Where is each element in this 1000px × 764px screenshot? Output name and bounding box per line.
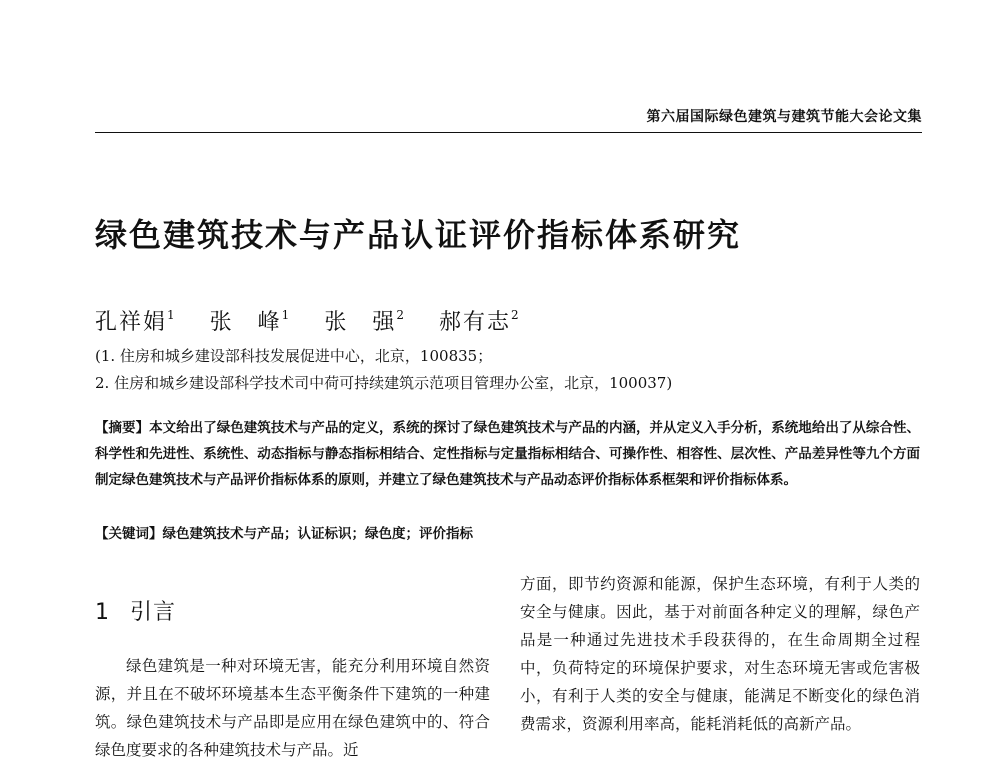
header-rule (95, 132, 922, 133)
author (324, 310, 404, 335)
author-affil-mark: 2 (510, 308, 519, 322)
author (210, 310, 290, 335)
affiliation-2: 2. 住房和城乡建设部科学技术司中荷可持续建筑示范项目管理办公室，北京，100037) (95, 374, 673, 392)
author-name: 张 强 (324, 310, 397, 335)
author-list (95, 305, 545, 336)
body-paragraph: 方面，即节约资源和能源，保护生态环境，有利于人类的安全与健康。因此，基于对前面各种定义的理解，绿色产品是一种通过先进技术手段获得的，在生命周期全过程中，负荷特定的环境保护要求，对生态环境无害或危害极小，有利于人类的安全与健康，能满足不断变化的绿色消费需求，资源利用率高，能耗消耗低的高新产品。 (520, 575, 920, 733)
abstract-label: 【摘要】 (95, 420, 150, 436)
abstract-text: 本文给出了绿色建筑技术与产品的定义，系统的探讨了绿色建筑技术与产品的内涵，并从定义入手分析，系统地给出了从综合性、科学性和先进性、系统性、动态指标与静态指标相结合、定性指标与定量指标相结合、可操作性、相容性、层次性、产品差异性等九个方面制定绿色建筑技术与产品评价指标体系的原则，并建立了绿色建筑技术与产品动态评价指标体系框架和评价指标体系。 (95, 420, 921, 488)
section-number: 1 (95, 600, 110, 625)
author-name: 张 峰 (209, 310, 282, 335)
body-column-right (520, 570, 920, 738)
running-header: 第六届国际绿色建筑与建筑节能大会论文集 (646, 109, 922, 125)
keywords-label: 【关键词】 (95, 526, 163, 542)
author-affil-mark: 1 (281, 308, 290, 322)
paper-title: 绿色建筑技术与产品认证评价指标体系研究 (95, 216, 742, 254)
author-name: 孔祥娟 (95, 310, 168, 335)
author-affil-mark: 2 (396, 308, 404, 322)
section-title: 引言 (130, 600, 177, 625)
author (439, 310, 519, 335)
body-paragraph: 绿色建筑是一种对环境无害，能充分利用环境自然资源，并且在不破坏环境基本生态平衡条件下建筑的一种建筑。绿色建筑技术与产品即是应用在绿色建筑中的、符合绿色度要求的各种建筑技术与产品。近 (95, 657, 490, 759)
abstract (95, 415, 920, 493)
keywords-text: 绿色建筑技术与产品；认证标识；绿色度；评价指标 (162, 526, 473, 542)
affiliation-1: (1. 住房和城乡建设部科技发展促进中心，北京，100835； (95, 347, 493, 365)
author (95, 310, 175, 335)
keywords (95, 521, 920, 547)
body-column-left (95, 652, 490, 764)
section-heading (95, 595, 176, 626)
author-name: 郝有志 (438, 310, 511, 335)
author-affil-mark: 1 (167, 308, 175, 322)
